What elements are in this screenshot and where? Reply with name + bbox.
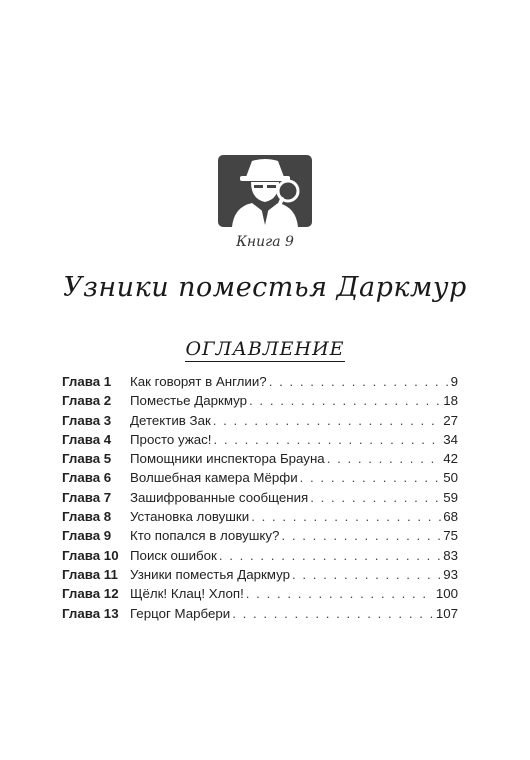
toc-row: [62, 528, 458, 547]
chapter-number: Глава 8: [62, 509, 112, 525]
book-number: Книга 9: [236, 234, 294, 250]
chapter-number: Глава 3: [62, 412, 112, 428]
chapter-number: Глава 12: [62, 586, 119, 602]
toc-row: [62, 374, 458, 393]
chapter-title: Щёлк! Клац! Хлоп!: [130, 586, 244, 602]
toc-row: [62, 548, 458, 567]
leader-dots: [327, 451, 442, 466]
leader-dots: [300, 470, 442, 485]
toc-row: [62, 606, 458, 625]
chapter-number: Глава 7: [62, 489, 112, 505]
chapter-number: Глава 4: [62, 431, 112, 447]
chapter-title: Поместье Даркмур: [130, 393, 248, 409]
page-number: 93: [443, 566, 458, 582]
chapter-number: Глава 13: [62, 605, 119, 621]
chapter-title: Волшебная камера Мёрфи: [130, 470, 298, 486]
chapter-title: Герцог Марбери: [130, 605, 231, 621]
toc-row: [62, 567, 458, 586]
page-number: 42: [443, 451, 458, 467]
chapter-number: Глава 1: [62, 374, 112, 389]
toc-row: [62, 490, 458, 509]
leader-dots: [213, 413, 441, 428]
page-number: 34: [443, 431, 458, 447]
leader-dots: [246, 586, 434, 601]
chapter-title: Детектив Зак: [130, 412, 211, 428]
page-number: 68: [443, 509, 458, 525]
leader-dots: [310, 490, 441, 505]
chapter-number: Глава 9: [62, 528, 112, 544]
chapter-title: Зашифрованные сообщения: [130, 489, 309, 505]
chapter-number: Глава 2: [62, 393, 112, 409]
toc-row: [62, 509, 458, 528]
chapter-title: Кто попался в ловушку?: [130, 528, 280, 544]
chapter-title: Помощники инспектора Брауна: [130, 451, 325, 467]
toc-row: [62, 432, 458, 451]
chapter-title: Как говорят в Англии?: [130, 374, 267, 389]
detective-with-magnifier-icon: [218, 155, 312, 227]
chapter-number: Глава 5: [62, 451, 112, 467]
leader-dots: [269, 374, 449, 389]
toc-row: [62, 470, 458, 489]
leader-dots: [292, 567, 441, 582]
table-of-contents: [62, 374, 458, 625]
chapter-title: Узники поместья Даркмур: [130, 566, 290, 582]
page-number: 83: [443, 547, 458, 563]
chapter-title: Просто ужас!: [130, 431, 212, 447]
page-number: 50: [443, 470, 458, 486]
toc-row: [62, 586, 458, 605]
leader-dots: [232, 606, 434, 621]
page-number: 27: [443, 412, 458, 428]
leader-dots: [251, 509, 441, 524]
page-number: 18: [443, 393, 458, 409]
page-number: 59: [443, 489, 458, 505]
page-number: 100: [435, 586, 458, 602]
toc-heading: [0, 338, 530, 360]
toc-row: [62, 413, 458, 432]
leader-dots: [213, 432, 441, 447]
chapter-number: Глава 6: [62, 470, 112, 486]
book-title: Узники поместья Даркмур: [63, 272, 467, 303]
toc-row: [62, 393, 458, 412]
leader-dots: [281, 528, 441, 543]
chapter-number: Глава 11: [62, 566, 118, 582]
chapter-title: Установка ловушки: [130, 509, 250, 525]
page-number: 75: [443, 528, 458, 544]
chapter-number: Глава 10: [62, 547, 119, 563]
toc-heading-text: ОГЛАВЛЕНИЕ: [185, 338, 345, 360]
toc-row: [62, 451, 458, 470]
chapter-title: Поиск ошибок: [130, 547, 217, 563]
leader-dots: [219, 548, 441, 563]
page-number: 107: [435, 605, 458, 621]
leader-dots: [249, 393, 441, 408]
page-number: 9: [450, 374, 458, 389]
